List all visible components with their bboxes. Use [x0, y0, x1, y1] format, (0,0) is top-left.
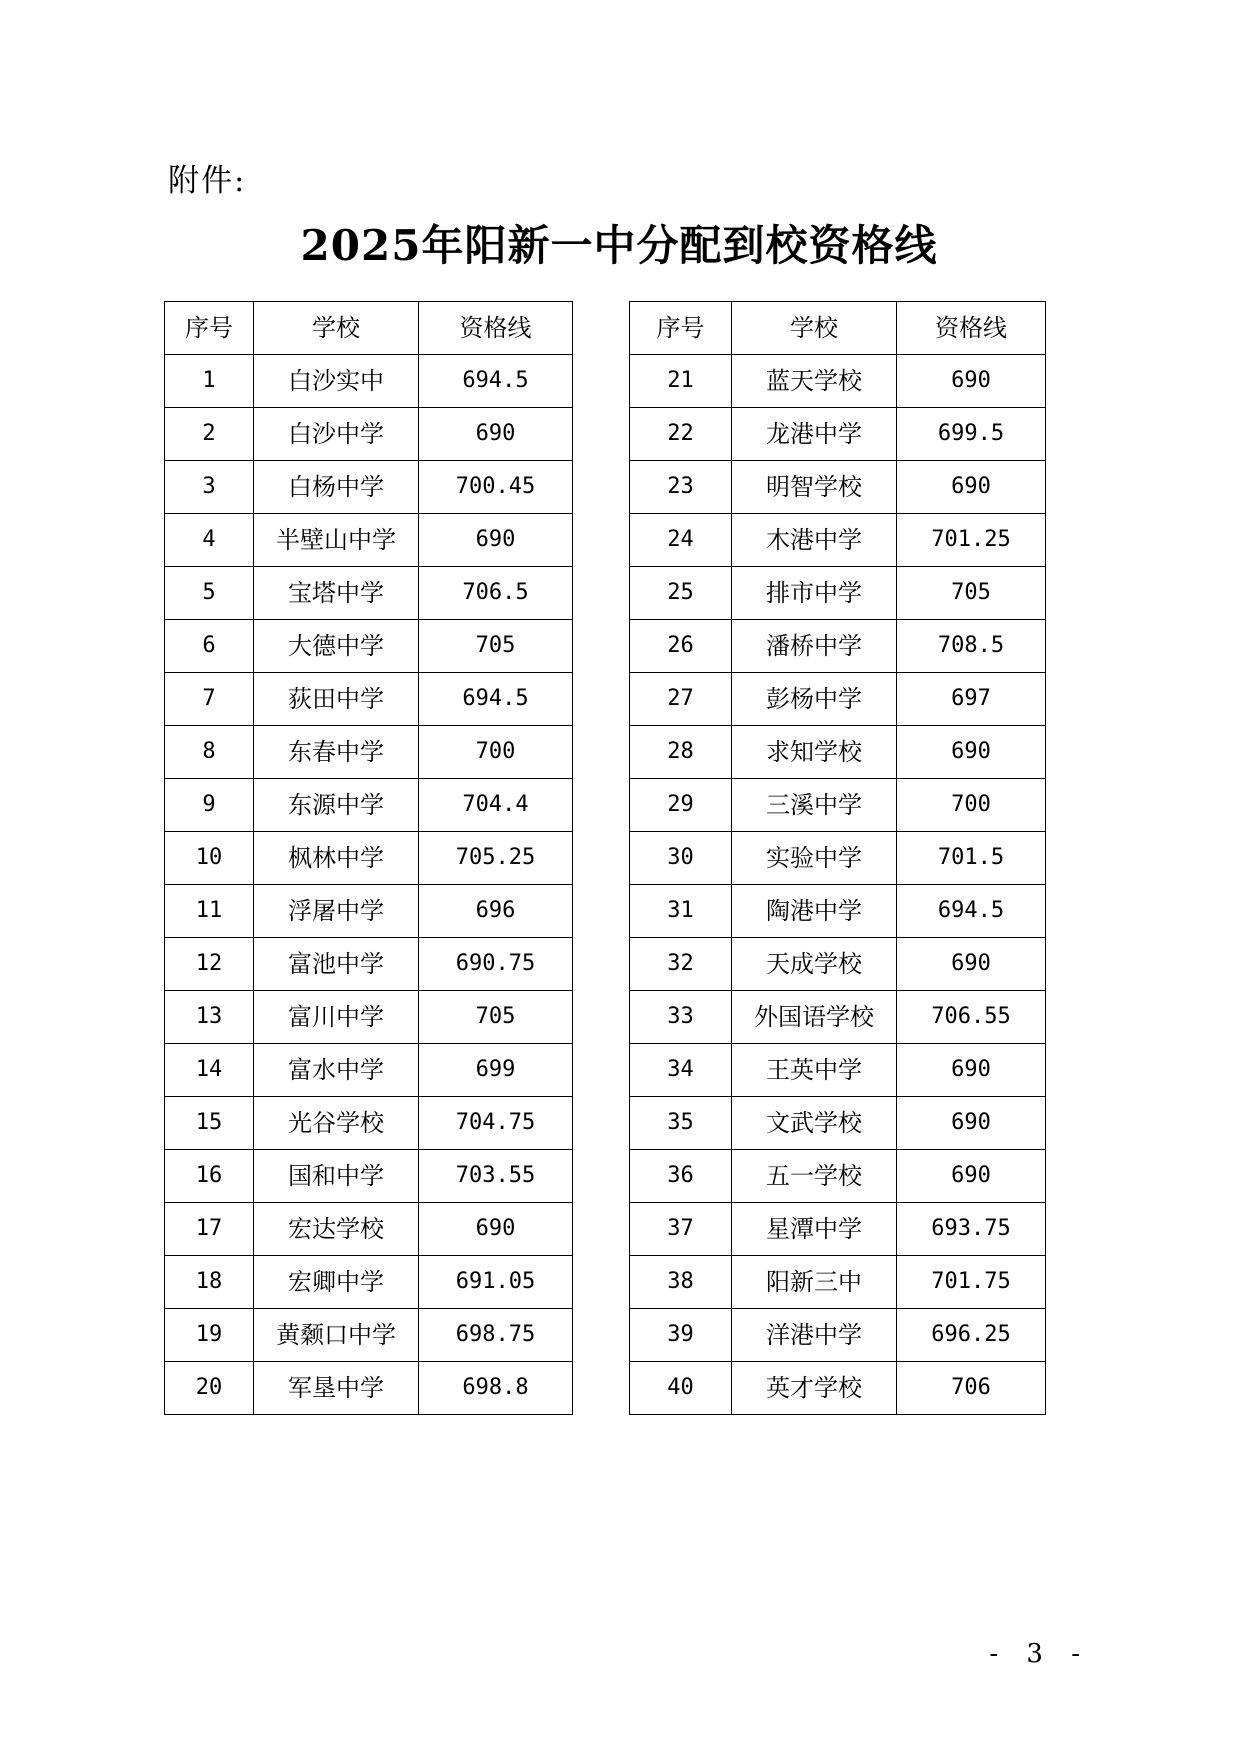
row-index: 18	[165, 1256, 254, 1309]
school-name: 排市中学	[732, 567, 897, 620]
school-name: 东源中学	[254, 779, 419, 832]
row-index: 35	[630, 1097, 732, 1150]
row-index: 12	[165, 938, 254, 991]
table-row	[165, 461, 573, 514]
table-row	[630, 1097, 1046, 1150]
row-index: 20	[165, 1362, 254, 1415]
table-row	[630, 620, 1046, 673]
row-index: 39	[630, 1309, 732, 1362]
qualifying-score: 693.75	[897, 1203, 1046, 1256]
school-name: 半壁山中学	[254, 514, 419, 567]
table-row	[165, 408, 573, 461]
qualifying-score: 699.5	[897, 408, 1046, 461]
school-name: 白沙实中	[254, 355, 419, 408]
qualifying-score: 690	[897, 938, 1046, 991]
table-row	[630, 938, 1046, 991]
row-index: 19	[165, 1309, 254, 1362]
row-index: 33	[630, 991, 732, 1044]
qualifying-score: 690.75	[419, 938, 573, 991]
row-index: 28	[630, 726, 732, 779]
qualifying-score: 690	[897, 1150, 1046, 1203]
row-index: 5	[165, 567, 254, 620]
qualifying-score: 700.45	[419, 461, 573, 514]
school-name: 枫林中学	[254, 832, 419, 885]
table-row	[165, 1150, 573, 1203]
row-index: 10	[165, 832, 254, 885]
qualifying-score: 690	[897, 461, 1046, 514]
school-name: 王英中学	[732, 1044, 897, 1097]
row-index: 26	[630, 620, 732, 673]
school-name: 天成学校	[732, 938, 897, 991]
row-index: 3	[165, 461, 254, 514]
qualifying-score: 696	[419, 885, 573, 938]
row-index: 2	[165, 408, 254, 461]
school-name: 英才学校	[732, 1362, 897, 1415]
table-row	[630, 514, 1046, 567]
qualifying-score: 690	[419, 514, 573, 567]
table-row	[165, 1203, 573, 1256]
table-row	[630, 408, 1046, 461]
school-name: 外国语学校	[732, 991, 897, 1044]
table-row	[630, 991, 1046, 1044]
qualifying-score: 700	[897, 779, 1046, 832]
table-row	[630, 885, 1046, 938]
school-name: 宏达学校	[254, 1203, 419, 1256]
row-index: 8	[165, 726, 254, 779]
column-header-school: 学校	[254, 302, 419, 355]
table-row	[630, 832, 1046, 885]
school-name: 潘桥中学	[732, 620, 897, 673]
school-name: 星潭中学	[732, 1203, 897, 1256]
qualifying-score: 706.55	[897, 991, 1046, 1044]
table-row	[165, 1309, 573, 1362]
school-name: 求知学校	[732, 726, 897, 779]
table-row	[165, 885, 573, 938]
table-row	[165, 938, 573, 991]
qualifying-score: 706.5	[419, 567, 573, 620]
school-name: 龙港中学	[732, 408, 897, 461]
qualifying-score: 705	[897, 567, 1046, 620]
table-body-right	[630, 355, 1046, 1415]
table-row	[630, 567, 1046, 620]
row-index: 24	[630, 514, 732, 567]
row-index: 1	[165, 355, 254, 408]
row-index: 11	[165, 885, 254, 938]
qualifying-score: 701.25	[897, 514, 1046, 567]
school-name: 文武学校	[732, 1097, 897, 1150]
table-row	[630, 1256, 1046, 1309]
table-row	[165, 1256, 573, 1309]
school-name: 彭杨中学	[732, 673, 897, 726]
score-table-left	[164, 301, 573, 1415]
table-row	[165, 991, 573, 1044]
qualifying-score: 690	[897, 355, 1046, 408]
table-row	[630, 1362, 1046, 1415]
qualifying-score: 691.05	[419, 1256, 573, 1309]
row-index: 23	[630, 461, 732, 514]
school-name: 光谷学校	[254, 1097, 419, 1150]
row-index: 29	[630, 779, 732, 832]
qualifying-score: 703.55	[419, 1150, 573, 1203]
table-row	[630, 1309, 1046, 1362]
table-row	[630, 1044, 1046, 1097]
qualifying-score: 708.5	[897, 620, 1046, 673]
school-name: 蓝天学校	[732, 355, 897, 408]
row-index: 40	[630, 1362, 732, 1415]
table-row	[165, 1362, 573, 1415]
qualifying-score: 704.4	[419, 779, 573, 832]
row-index: 32	[630, 938, 732, 991]
row-index: 9	[165, 779, 254, 832]
row-index: 25	[630, 567, 732, 620]
qualifying-score: 690	[897, 1097, 1046, 1150]
qualifying-score: 700	[419, 726, 573, 779]
attachment-label: 附件:	[168, 163, 247, 199]
score-table-right	[629, 301, 1046, 1415]
school-name: 荻田中学	[254, 673, 419, 726]
qualifying-score: 699	[419, 1044, 573, 1097]
table-row	[165, 726, 573, 779]
qualifying-score: 701.75	[897, 1256, 1046, 1309]
row-index: 16	[165, 1150, 254, 1203]
row-index: 13	[165, 991, 254, 1044]
school-name: 富川中学	[254, 991, 419, 1044]
school-name: 五一学校	[732, 1150, 897, 1203]
qualifying-score: 705	[419, 991, 573, 1044]
row-index: 36	[630, 1150, 732, 1203]
table-header-row	[630, 302, 1046, 355]
qualifying-score: 705.25	[419, 832, 573, 885]
qualifying-score: 706	[897, 1362, 1046, 1415]
row-index: 30	[630, 832, 732, 885]
table-body-left	[165, 355, 573, 1415]
school-name: 三溪中学	[732, 779, 897, 832]
row-index: 15	[165, 1097, 254, 1150]
table-row	[165, 355, 573, 408]
school-name: 宝塔中学	[254, 567, 419, 620]
column-header-index: 序号	[630, 302, 732, 355]
table-row	[630, 673, 1046, 726]
table-row	[165, 567, 573, 620]
table-row	[165, 832, 573, 885]
page-title: 2025年阳新一中分配到校资格线	[300, 221, 938, 270]
page-number: - 3 -	[989, 1639, 1090, 1669]
school-name: 东春中学	[254, 726, 419, 779]
row-index: 38	[630, 1256, 732, 1309]
school-name: 明智学校	[732, 461, 897, 514]
qualifying-score: 694.5	[897, 885, 1046, 938]
row-index: 22	[630, 408, 732, 461]
qualifying-score: 701.5	[897, 832, 1046, 885]
table-row	[630, 355, 1046, 408]
table-row	[165, 620, 573, 673]
column-header-score: 资格线	[419, 302, 573, 355]
table-row	[630, 779, 1046, 832]
qualifying-score: 690	[419, 1203, 573, 1256]
table-header-row	[165, 302, 573, 355]
school-name: 黄颡口中学	[254, 1309, 419, 1362]
row-index: 4	[165, 514, 254, 567]
row-index: 27	[630, 673, 732, 726]
table-row	[165, 514, 573, 567]
column-header-score: 资格线	[897, 302, 1046, 355]
school-name: 军垦中学	[254, 1362, 419, 1415]
school-name: 宏卿中学	[254, 1256, 419, 1309]
row-index: 7	[165, 673, 254, 726]
column-header-school: 学校	[732, 302, 897, 355]
school-name: 白沙中学	[254, 408, 419, 461]
table-row	[165, 1097, 573, 1150]
row-index: 37	[630, 1203, 732, 1256]
table-row	[630, 1150, 1046, 1203]
school-name: 富池中学	[254, 938, 419, 991]
school-name: 实验中学	[732, 832, 897, 885]
school-name: 浮屠中学	[254, 885, 419, 938]
qualifying-score: 690	[897, 726, 1046, 779]
qualifying-score: 690	[419, 408, 573, 461]
school-name: 富水中学	[254, 1044, 419, 1097]
qualifying-score: 704.75	[419, 1097, 573, 1150]
qualifying-score: 698.75	[419, 1309, 573, 1362]
row-index: 31	[630, 885, 732, 938]
qualifying-score: 694.5	[419, 673, 573, 726]
school-name: 木港中学	[732, 514, 897, 567]
row-index: 17	[165, 1203, 254, 1256]
table-row	[165, 1044, 573, 1097]
school-name: 阳新三中	[732, 1256, 897, 1309]
qualifying-score: 697	[897, 673, 1046, 726]
school-name: 大德中学	[254, 620, 419, 673]
table-row	[165, 673, 573, 726]
school-name: 白杨中学	[254, 461, 419, 514]
table-row	[165, 779, 573, 832]
qualifying-score: 690	[897, 1044, 1046, 1097]
column-header-index: 序号	[165, 302, 254, 355]
qualifying-score: 698.8	[419, 1362, 573, 1415]
row-index: 34	[630, 1044, 732, 1097]
row-index: 6	[165, 620, 254, 673]
qualifying-score: 705	[419, 620, 573, 673]
table-row	[630, 461, 1046, 514]
school-name: 陶港中学	[732, 885, 897, 938]
school-name: 洋港中学	[732, 1309, 897, 1362]
table-row	[630, 726, 1046, 779]
table-row	[630, 1203, 1046, 1256]
qualifying-score: 696.25	[897, 1309, 1046, 1362]
qualifying-score: 694.5	[419, 355, 573, 408]
row-index: 14	[165, 1044, 254, 1097]
row-index: 21	[630, 355, 732, 408]
school-name: 国和中学	[254, 1150, 419, 1203]
